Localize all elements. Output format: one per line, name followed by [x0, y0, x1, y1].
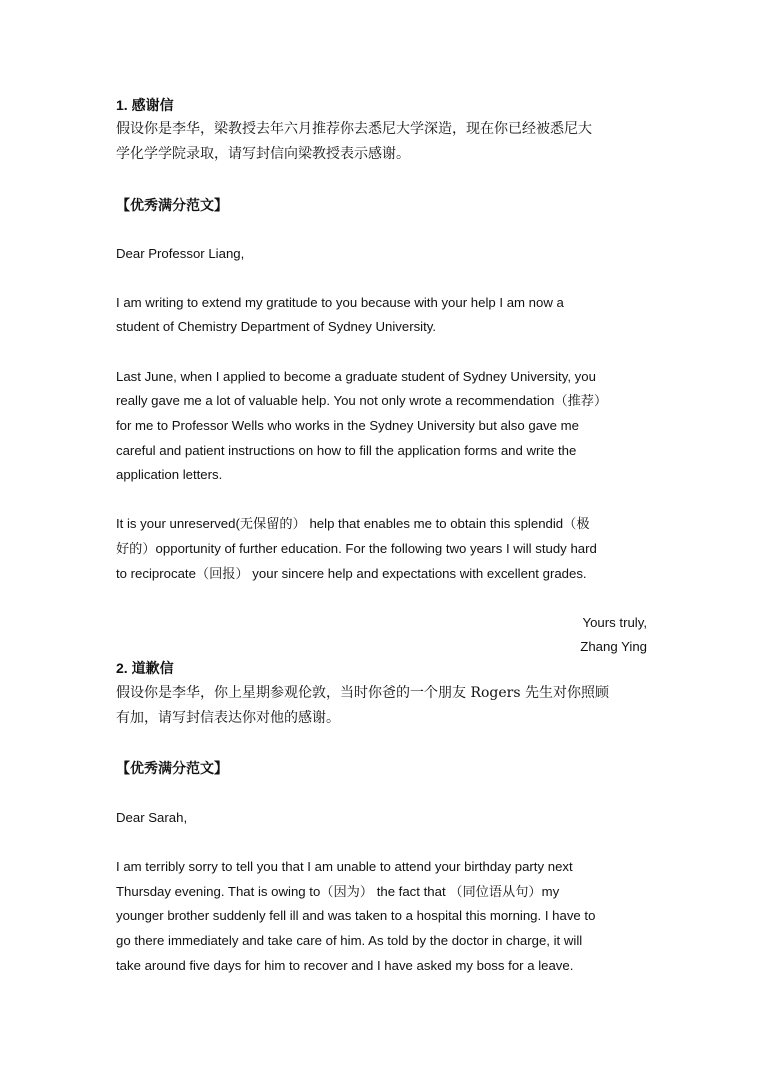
section-1-closing: Yours truly, — [582, 615, 647, 630]
section-2-model-label: 【优秀满分范文】 — [116, 761, 228, 777]
section-1-paragraph-line: 好的）opportunity of further education. For the following two years I will study hard — [116, 541, 597, 556]
section-1-paragraph-line: application letters. — [116, 467, 223, 482]
section-1-paragraph-line: Last June, when I applied to become a graduate student of Sydney University, you — [116, 369, 596, 384]
section-1-paragraph-line: really gave me a lot of valuable help. You not only wrote a recommendation（推荐） — [116, 393, 608, 408]
section-1-model-label: 【优秀满分范文】 — [116, 198, 228, 214]
section-1-paragraph-line: to reciprocate（回报） your sincere help and expectations with excellent grades. — [116, 566, 587, 581]
section-1-signature: Zhang Ying — [580, 639, 647, 654]
section-2-paragraph-line: younger brother suddenly fell ill and was taken to a hospital this morning. I have to — [116, 908, 596, 923]
section-2-prompt-line: 假设你是李华，你上星期参观伦敦，当时你爸的一个朋友 Rogers 先生对你照顾 — [116, 685, 609, 701]
section-2-greeting: Dear Sarah, — [116, 810, 188, 825]
section-2-paragraph-line: I am terribly sorry to tell you that I am unable to attend your birthday party next — [116, 859, 573, 874]
section-1-paragraph-line: I am writing to extend my gratitude to you because with your help I am now a — [116, 295, 564, 310]
section-1-paragraph-line: student of Chemistry Department of Sydney University. — [116, 319, 437, 334]
section-2-prompt-line: 有加，请写封信表达你对他的感谢。 — [116, 710, 340, 726]
section-2-paragraph-line: take around five days for him to recover and I have asked my boss for a leave. — [116, 958, 574, 973]
section-1-prompt-line: 假设你是李华，梁教授去年六月推荐你去悉尼大学深造，现在你已经被悉尼大 — [116, 121, 592, 137]
section-1-paragraph-line: for me to Professor Wells who works in the Sydney University but also gave me — [116, 418, 579, 433]
section-2-paragraph-line: go there immediately and take care of him. As told by the doctor in charge, it will — [116, 933, 583, 948]
section-2-paragraph-line: Thursday evening. That is owing to（因为） the fact that （同位语从句）my — [116, 884, 560, 899]
section-2-heading: 2. 道歉信 — [116, 660, 174, 676]
section-1-paragraph-line: careful and patient instructions on how to fill the application forms and write the — [116, 443, 577, 458]
section-1-paragraph-line: It is your unreserved(无保留的） help that enables me to obtain this splendid（极 — [116, 516, 590, 531]
section-1-greeting: Dear Professor Liang, — [116, 246, 245, 261]
section-1-prompt-line: 学化学学院录取，请写封信向梁教授表示感谢。 — [116, 146, 410, 162]
section-1-heading: 1. 感谢信 — [116, 97, 174, 113]
